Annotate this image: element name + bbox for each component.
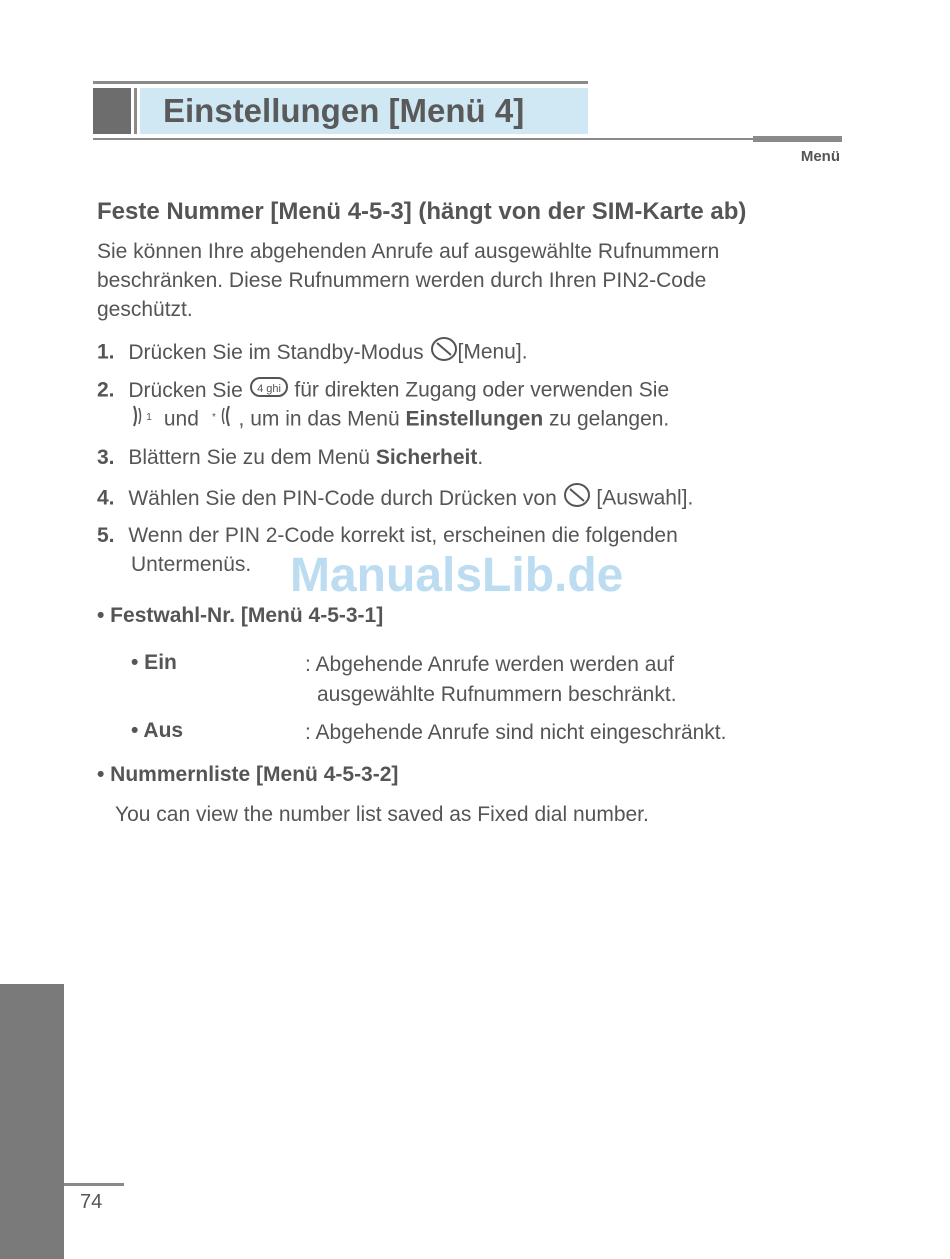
step-1 (97, 336, 528, 370)
step-text-end: [Auswahl]. (590, 486, 694, 510)
section-label: Menü (800, 148, 840, 165)
option-ein-label: • Ein (131, 651, 177, 674)
page-title: Einstellungen [Menü 4] (163, 92, 525, 129)
step-text: Wählen Sie den PIN-Code durch Drücken von (128, 486, 563, 510)
title-marker-line (134, 88, 137, 134)
option-aus-text: : Abgehende Anrufe sind nicht eingeschränkt. (305, 721, 727, 744)
step-2-line-2 (130, 404, 669, 436)
option-ein-text-1: : Abgehende Anrufe werden werden auf (305, 653, 674, 676)
key-left-icon (130, 404, 158, 436)
step-2 (97, 375, 669, 407)
step-text: Drücken Sie (128, 378, 249, 402)
footer-rule (64, 1183, 124, 1186)
step-number: 4. (97, 486, 115, 510)
step-number: 5. (97, 524, 115, 547)
section-heading: Feste Nummer [Menü 4-5-3] (hängt von der SIM-Karte ab) (97, 198, 747, 225)
step-5 (97, 521, 678, 550)
step-text-end: [Menu]. (457, 340, 528, 364)
page-number: 74 (80, 1191, 103, 1213)
title-bottom-rule (93, 138, 753, 140)
key-4-ghi-icon (249, 375, 289, 407)
side-tab (0, 984, 64, 1259)
step-number: 2. (97, 378, 115, 402)
svg-text:1: 1 (146, 412, 152, 423)
step-number: 1. (97, 340, 115, 364)
step-text: Blättern Sie zu dem Menü (128, 446, 376, 469)
nummernliste-text: You can view the number list saved as Fixed dial number. (115, 803, 649, 826)
step-3 (97, 443, 483, 472)
option-aus-label: • Aus (131, 719, 184, 742)
svg-text:*: * (211, 412, 216, 423)
title-top-rule (93, 81, 588, 84)
option-ein-text-2: ausgewählte Rufnummern beschränkt. (317, 683, 677, 706)
step-text-end: . (477, 446, 484, 469)
intro-line-2: beschränken. Diese Rufnummern werden durch Ihren PIN2-Code (97, 269, 707, 292)
step-text-end: für direkten Zugang oder verwenden Sie (288, 378, 670, 402)
svg-text:4 ghi: 4 ghi (256, 383, 281, 395)
step-number: 3. (97, 446, 115, 469)
step-text: und (158, 407, 205, 431)
step-5-line-2: Untermenüs. (131, 553, 252, 576)
title-rule-accent (753, 136, 842, 142)
step-bold-term: Sicherheit (375, 446, 478, 469)
step-4 (97, 482, 693, 516)
watermark: ManualsLib.de (290, 549, 624, 602)
step-bold-term: Einstellungen (405, 407, 544, 431)
step-text: , um in das Menü (232, 407, 406, 431)
step-text-end: zu gelangen. (543, 407, 670, 431)
sub-heading-nummernliste: • Nummernliste [Menü 4-5-3-2] (97, 763, 399, 786)
step-text: Drücken Sie im Standby-Modus (128, 340, 430, 364)
key-right-icon (205, 404, 233, 436)
step-text: Wenn der PIN 2-Code korrekt ist, erscheinen die folgenden (128, 524, 678, 547)
sub-heading-festwahl: • Festwahl-Nr. [Menü 4-5-3-1] (97, 604, 384, 627)
menu-softkey-icon (430, 336, 458, 370)
select-softkey-icon (563, 482, 591, 516)
intro-line-1: Sie können Ihre abgehenden Anrufe auf ausgewählte Rufnummern (97, 240, 720, 263)
intro-line-3: geschützt. (97, 298, 193, 321)
title-marker-block (93, 88, 131, 134)
